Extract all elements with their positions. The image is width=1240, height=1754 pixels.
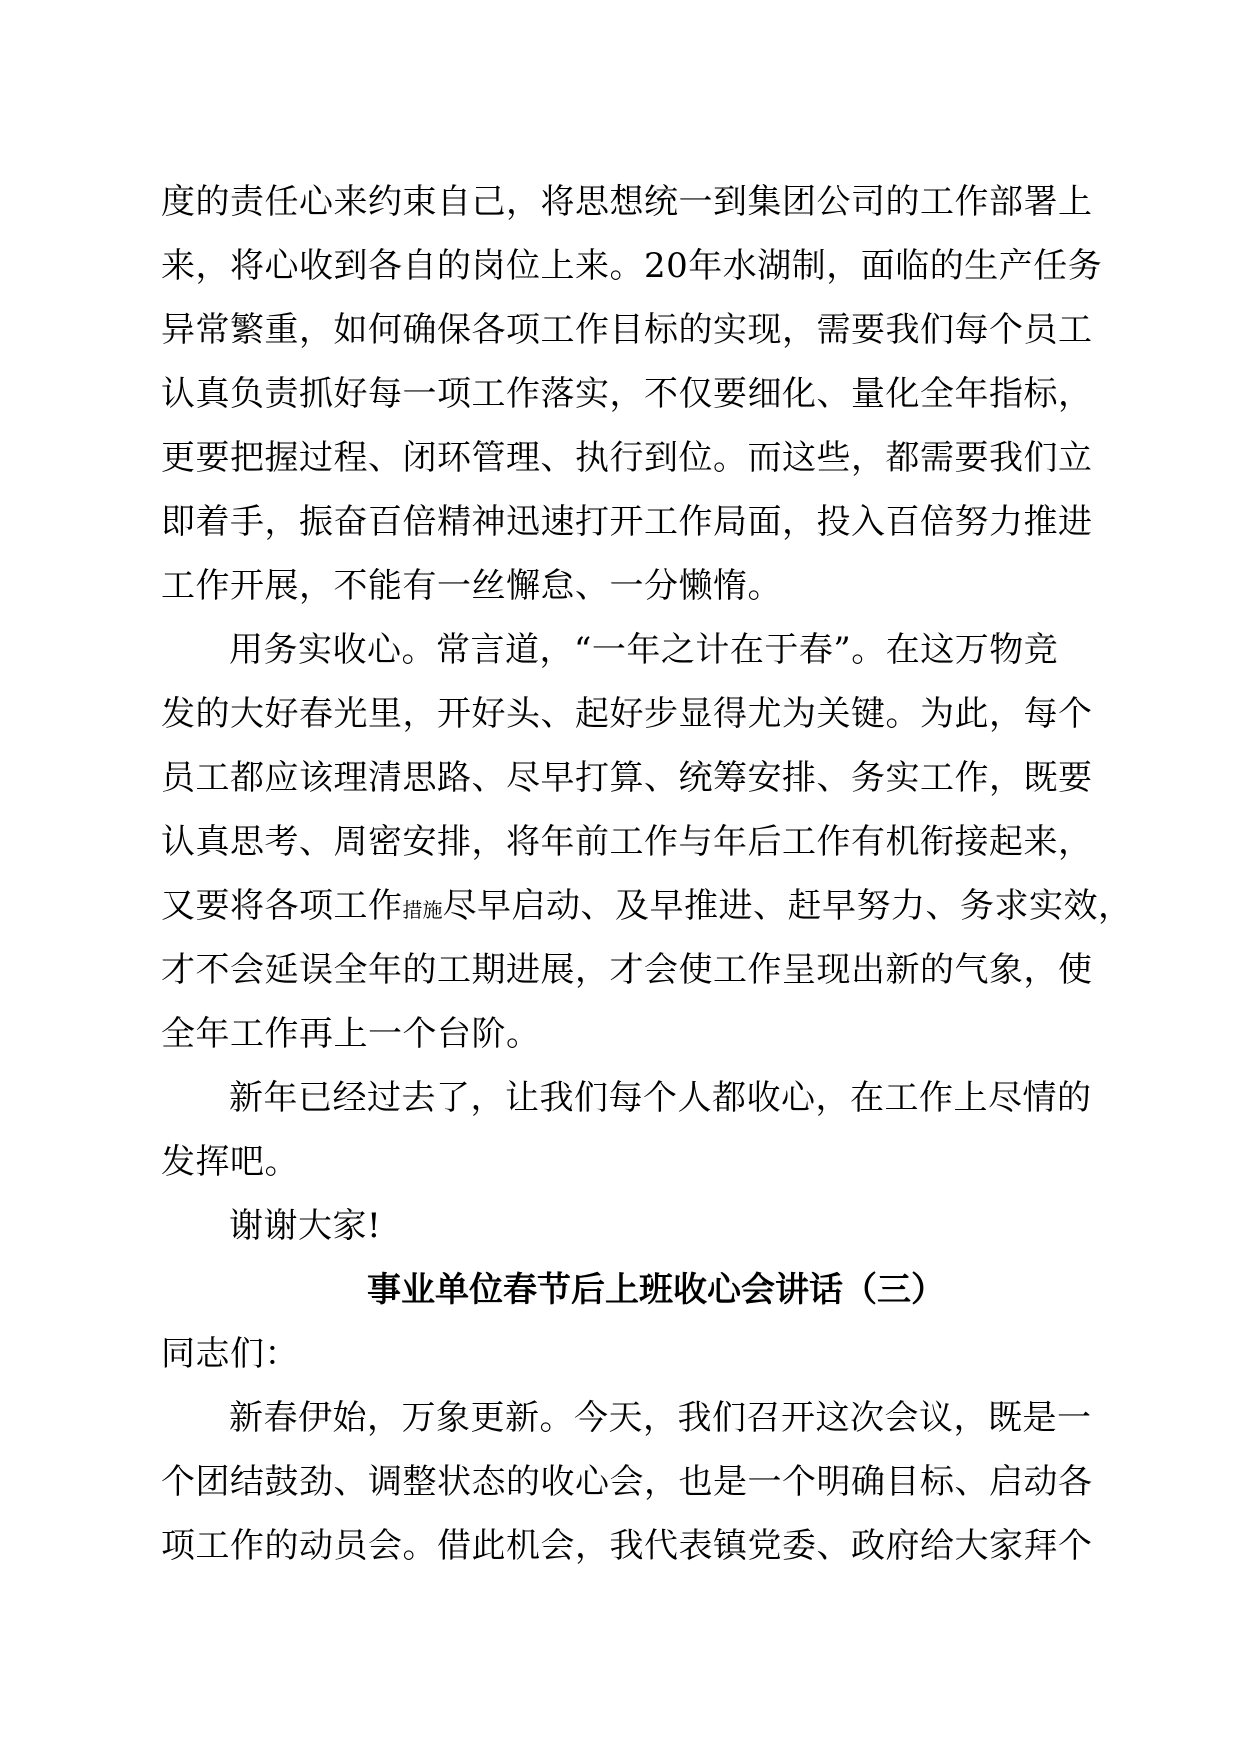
closing-thanks: 谢谢大家! (229, 1206, 382, 1246)
text-line: 全年工作再上一个台阶。 (161, 1014, 541, 1054)
paragraph-2 (161, 618, 1133, 1066)
text-line: 认真负责抓好每一项工作落实，不仅要细化、量化全年指标， (161, 374, 1093, 414)
text-line: 异常繁重，如何确保各项工作目标的实现，需要我们每个员工 (161, 310, 1093, 350)
paragraph-1 (161, 170, 1101, 618)
text-line: 度的责任心来约束自己，将思想统一到集团公司的工作部署上 (161, 182, 1093, 222)
document-body (161, 170, 1133, 1578)
text-line: 更要把握过程、闭环管理、执行到位。而这些，都需要我们立 (161, 438, 1093, 478)
section-title: 事业单位春节后上班收心会讲话（三） (367, 1270, 945, 1310)
text-line: 发的大好春光里，开好头、起好步显得尤为关键。为此，每个 (161, 694, 1093, 734)
text-line: 项工作的动员会。借此机会，我代表镇党委、政府给大家拜个 (161, 1526, 1093, 1566)
small-text-segment: 措施 (402, 898, 443, 922)
paragraph-3 (161, 1066, 1101, 1194)
text-line: 发挥吧。 (161, 1142, 299, 1182)
text-line (161, 874, 1133, 938)
text-line: 新春伊始，万象更新。今天，我们召开这次会议，既是一 (229, 1398, 1092, 1438)
text-segment: 又要将各项工作 (161, 886, 403, 926)
salutation: 同志们： (161, 1334, 299, 1374)
text-line: 认真思考、周密安排，将年前工作与年后工作有机衔接起来， (161, 822, 1093, 862)
text-line: 来，将心收到各自的岗位上来。20年水湖制，面临的生产任务 (161, 246, 1103, 286)
text-line: 工作开展，不能有一丝懈怠、一分懒惰。 (161, 566, 782, 606)
text-line: 新年已经过去了，让我们每个人都收心，在工作上尽情的 (229, 1078, 1092, 1118)
text-line: 即着手，振奋百倍精神迅速打开工作局面，投入百倍努力推进 (161, 502, 1093, 542)
paragraph-4 (161, 1386, 1101, 1578)
text-line: 个团结鼓劲、调整状态的收心会，也是一个明确目标、启动各 (161, 1462, 1093, 1502)
text-line: 用务实收心。常言道，“一年之计在于春”。在这万物竞 (229, 630, 1059, 670)
text-segment: 尽早启动、及早推进、赶早努力、务求实效， (442, 886, 1133, 926)
text-line: 员工都应该理清思路、尽早打算、统筹安排、务实工作，既要 (161, 758, 1093, 798)
text-line: 才不会延误全年的工期进展，才会使工作呈现出新的气象，使 (161, 950, 1093, 990)
